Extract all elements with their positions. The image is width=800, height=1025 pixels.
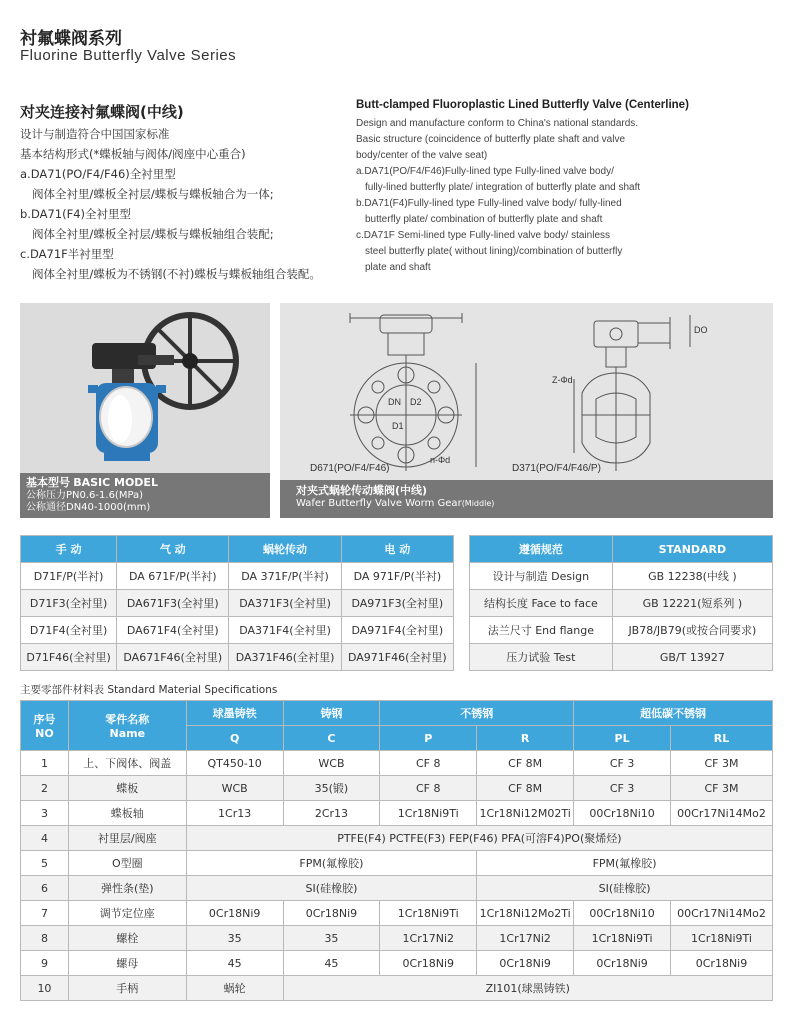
table-cell: DA671F4(全衬里): [117, 617, 229, 644]
table-cell: GB 12238(中线 ): [612, 563, 772, 590]
cell-pl: 1Cr18Ni9Ti: [574, 926, 671, 951]
cell-c: 2Cr13: [283, 801, 380, 826]
dim-d1: D1: [392, 421, 404, 431]
dim-do: DO: [694, 325, 708, 335]
table-cell: D71F3(全衬里): [21, 590, 117, 617]
cell-name: 螺母: [68, 951, 186, 976]
table-row: [21, 926, 773, 951]
header-name-en: Name: [109, 727, 146, 740]
table-cell: 法兰尺寸 End flange: [470, 617, 613, 644]
intro-line: c.DA71F Semi-lined type Fully-lined valve body/ stainless: [356, 230, 610, 241]
cell-right: SI(硅橡胶): [477, 876, 773, 901]
table-cell: JB78/JB79(或按合同要求): [612, 617, 772, 644]
header-cast-steel: 铸钢: [283, 701, 380, 726]
cell-p: 1Cr18Ni9Ti: [380, 901, 477, 926]
table-cell: 设计与制造 Design: [470, 563, 613, 590]
col-header: 手 动: [21, 536, 117, 563]
series-title-cn: 衬氟蝶阀系列: [20, 29, 122, 49]
cell-p: CF 8: [380, 751, 477, 776]
cell-no: 9: [21, 951, 69, 976]
table-cell: DA971F3(全衬里): [341, 590, 453, 617]
cell-rl: 00Cr17Ni14Mo2: [671, 901, 773, 926]
table-cell: DA671F3(全衬里): [117, 590, 229, 617]
table-row: [21, 776, 773, 801]
intro-line: 阀体全衬里/蝶板全衬层/蝶板与蝶板轴组合装配;: [32, 227, 274, 241]
intro-line: body/center of the valve seat): [356, 150, 488, 161]
nominal-pressure: 公称压力PN0.6-1.6(MPa): [26, 490, 144, 501]
cell-handle-material: ZI101(球黑铸铁): [283, 976, 772, 1001]
cell-q: 1Cr13: [186, 801, 283, 826]
basic-model-en: BASIC MODEL: [73, 476, 158, 489]
table-row: [470, 590, 773, 617]
drawing-caption-en: Wafer Butterfly Valve Worm Gear: [296, 498, 462, 509]
intro-line: plate and shaft: [365, 262, 431, 273]
cell-name: 弹性条(垫): [68, 876, 186, 901]
header-r: R: [477, 726, 574, 751]
cell-r: 1Cr18Ni12M02Ti: [477, 801, 574, 826]
cell-name: 调节定位座: [68, 901, 186, 926]
cell-c: 35(锻): [283, 776, 380, 801]
cell-no: 5: [21, 851, 69, 876]
standard-table: [469, 535, 773, 671]
table-row: [470, 644, 773, 671]
table-cell: D71F4(全衬里): [21, 617, 117, 644]
cell-c: 35: [283, 926, 380, 951]
cell-c: WCB: [283, 751, 380, 776]
table-cell: 结构长度 Face to face: [470, 590, 613, 617]
cell-q: QT450-10: [186, 751, 283, 776]
cell-r: 0Cr18Ni9: [477, 951, 574, 976]
cell-r: CF 8M: [477, 751, 574, 776]
header-stainless: 不锈钢: [380, 701, 574, 726]
cell-r: 1Cr18Ni12Mo2Ti: [477, 901, 574, 926]
table-cell: DA971F4(全衬里): [341, 617, 453, 644]
cell-no: 1: [21, 751, 69, 776]
intro-line: a.DA71(PO/F4/F46)全衬里型: [20, 167, 176, 181]
cell-no: 3: [21, 801, 69, 826]
intro-text-cn: [20, 124, 321, 284]
table-cell: GB 12221(短系列 ): [612, 590, 772, 617]
dim-dn: DN: [388, 397, 401, 407]
cell-rl: 1Cr18Ni9Ti: [671, 926, 773, 951]
cell-q: 0Cr18Ni9: [186, 901, 283, 926]
cell-name: O型圈: [68, 851, 186, 876]
intro-line: 基本结构形式(*蝶板轴与阀体/阀座中心重合): [20, 147, 246, 161]
table-cell: DA371F46(全衬里): [229, 644, 341, 671]
photo-caption: [20, 473, 270, 518]
col-header: 蜗轮传动: [229, 536, 341, 563]
table-row: [470, 563, 773, 590]
table-row: [21, 644, 454, 671]
cell-right: FPM(氟橡胶): [477, 851, 773, 876]
cell-left: SI(硅橡胶): [186, 876, 476, 901]
header-no-en: NO: [35, 727, 54, 740]
cell-q: 35: [186, 926, 283, 951]
drawing-caption: [280, 480, 773, 518]
table-row: [21, 751, 773, 776]
cell-p: 1Cr18Ni9Ti: [380, 801, 477, 826]
table-row: [21, 851, 773, 876]
cell-r: 1Cr17Ni2: [477, 926, 574, 951]
cell-no: 4: [21, 826, 69, 851]
intro-line: c.DA71F半衬里型: [20, 247, 114, 261]
cell-name: 衬里层/阀座: [68, 826, 186, 851]
cell-r: CF 8M: [477, 776, 574, 801]
cell-pl: 00Cr18Ni10: [574, 901, 671, 926]
cell-name: 蝶板轴: [68, 801, 186, 826]
table-cell: D71F46(全衬里): [21, 644, 117, 671]
cell-c: 45: [283, 951, 380, 976]
section-heading-en: Butt-clamped Fluoroplastic Lined Butterfly Valve (Centerline): [356, 99, 689, 111]
cell-left: FPM(氟橡胶): [186, 851, 476, 876]
technical-drawing: [280, 303, 773, 518]
cell-rl: 00Cr17Ni14Mo2: [671, 801, 773, 826]
table-cell: GB/T 13927: [612, 644, 772, 671]
table-cell: DA371F3(全衬里): [229, 590, 341, 617]
table-cell: 压力试验 Test: [470, 644, 613, 671]
cell-rl: CF 3M: [671, 751, 773, 776]
table-row: [21, 801, 773, 826]
valve-dimension-drawing: [280, 303, 773, 480]
intro-line: Basic structure (coincidence of butterfly plate shaft and valve: [356, 134, 626, 145]
table-cell: D71F/P(半衬): [21, 563, 117, 590]
intro-line: 阀体全衬里/蝶板为不锈钢(不衬)蝶板与蝶板轴组合装配。: [32, 267, 321, 281]
col-header: 电 动: [341, 536, 453, 563]
intro-line: steel butterfly plate( without lining)/combination of butterfly: [365, 246, 623, 257]
header-name: [68, 701, 186, 751]
cell-name: 螺栓: [68, 926, 186, 951]
cell-q: 蜗轮: [186, 976, 283, 1001]
cell-no: 7: [21, 901, 69, 926]
table-cell: DA371F4(全衬里): [229, 617, 341, 644]
table-cell: DA671F46(全衬里): [117, 644, 229, 671]
cell-no: 8: [21, 926, 69, 951]
series-title-en: Fluorine Butterfly Valve Series: [20, 47, 237, 64]
cell-q: WCB: [186, 776, 283, 801]
material-table-label: 主要零部件材料表 Standard Material Specifications: [20, 684, 278, 696]
cell-lining-materials: PTFE(F4) PCTFE(F3) FEP(F46) PFA(可溶F4)PO(聚烯烃): [186, 826, 772, 851]
product-photo: [20, 303, 270, 518]
material-table: [20, 700, 773, 1001]
cell-pl: 0Cr18Ni9: [574, 951, 671, 976]
dim-n-d: n-Φd: [430, 455, 451, 465]
section-heading-cn: 对夹连接衬氟蝶阀(中线): [20, 103, 184, 121]
cell-pl: 00Cr18Ni10: [574, 801, 671, 826]
table-row: [21, 617, 454, 644]
cell-no: 6: [21, 876, 69, 901]
cell-p: 0Cr18Ni9: [380, 951, 477, 976]
header-low-carbon-stainless: 超低碳不锈钢: [574, 701, 773, 726]
header-name-cn: 零件名称: [105, 713, 150, 726]
table-row: [21, 901, 773, 926]
col-header: 气 动: [117, 536, 229, 563]
table-row: [21, 876, 773, 901]
cell-rl: 0Cr18Ni9: [671, 951, 773, 976]
intro-line: butterfly plate/ combination of butterfly plate and shaft: [365, 214, 603, 225]
intro-line: 阀体全衬里/蝶板全衬层/蝶板与蝶板轴合为一体;: [32, 187, 274, 201]
cell-rl: CF 3M: [671, 776, 773, 801]
dim-z-d: Z-Φd: [552, 375, 573, 385]
nominal-diameter: 公称通径DN40-1000(mm): [26, 502, 151, 513]
cell-c: 0Cr18Ni9: [283, 901, 380, 926]
drawing-label-d671: D671(PO/F4/F46): [310, 463, 390, 474]
intro-line: 设计与制造符合中国国家标准: [20, 127, 170, 141]
cell-pl: CF 3: [574, 751, 671, 776]
table-cell: DA971F46(全衬里): [341, 644, 453, 671]
cell-no: 2: [21, 776, 69, 801]
col-header: STANDARD: [612, 536, 772, 563]
cell-no: 10: [21, 976, 69, 1001]
intro-text-en: [356, 116, 640, 276]
intro-line: b.DA71(F4)Fully-lined type Fully-lined valve body/ fully-lined: [356, 198, 622, 209]
header-pl: PL: [574, 726, 671, 751]
table-row: [21, 826, 773, 851]
basic-model-cn: 基本型号: [26, 476, 70, 489]
drawing-caption-cn: 对夹式蜗轮传动蝶阀(中线): [296, 484, 428, 497]
header-q: Q: [186, 726, 283, 751]
table-row: [21, 590, 454, 617]
table-cell: DA 671F/P(半衬): [117, 563, 229, 590]
intro-line: b.DA71(F4)全衬里型: [20, 207, 132, 221]
drawing-label-d371: D371(PO/F4/F46/P): [512, 463, 601, 474]
intro-line: a.DA71(PO/F4/F46)Fully-lined type Fully-lined valve body/: [356, 166, 614, 177]
cell-p: CF 8: [380, 776, 477, 801]
drive-type-table: [20, 535, 454, 671]
cell-name: 蝶板: [68, 776, 186, 801]
header-rl: RL: [671, 726, 773, 751]
col-header: 遵循规范: [470, 536, 613, 563]
cell-name: 手柄: [68, 976, 186, 1001]
table-row: [21, 951, 773, 976]
table-row: [21, 976, 773, 1001]
table-row: [21, 563, 454, 590]
header-no-cn: 序号: [33, 713, 56, 726]
cell-p: 1Cr17Ni2: [380, 926, 477, 951]
cell-name: 上、下阀体、阀盖: [68, 751, 186, 776]
header-p: P: [380, 726, 477, 751]
header-c: C: [283, 726, 380, 751]
dim-d2: D2: [410, 397, 422, 407]
intro-line: fully-lined butterfly plate/ integration of butterfly plate and shaft: [365, 182, 641, 193]
table-cell: DA 971F/P(半衬): [341, 563, 453, 590]
butterfly-valve-illustration: [20, 303, 270, 473]
intro-line: Design and manufacture conform to China's national standards.: [356, 118, 639, 129]
table-row: [470, 617, 773, 644]
header-no: [21, 701, 69, 751]
drawing-caption-en-small: (Middle): [461, 499, 495, 508]
header-ductile-iron: 球墨铸铁: [186, 701, 283, 726]
cell-pl: CF 3: [574, 776, 671, 801]
cell-q: 45: [186, 951, 283, 976]
table-cell: DA 371F/P(半衬): [229, 563, 341, 590]
